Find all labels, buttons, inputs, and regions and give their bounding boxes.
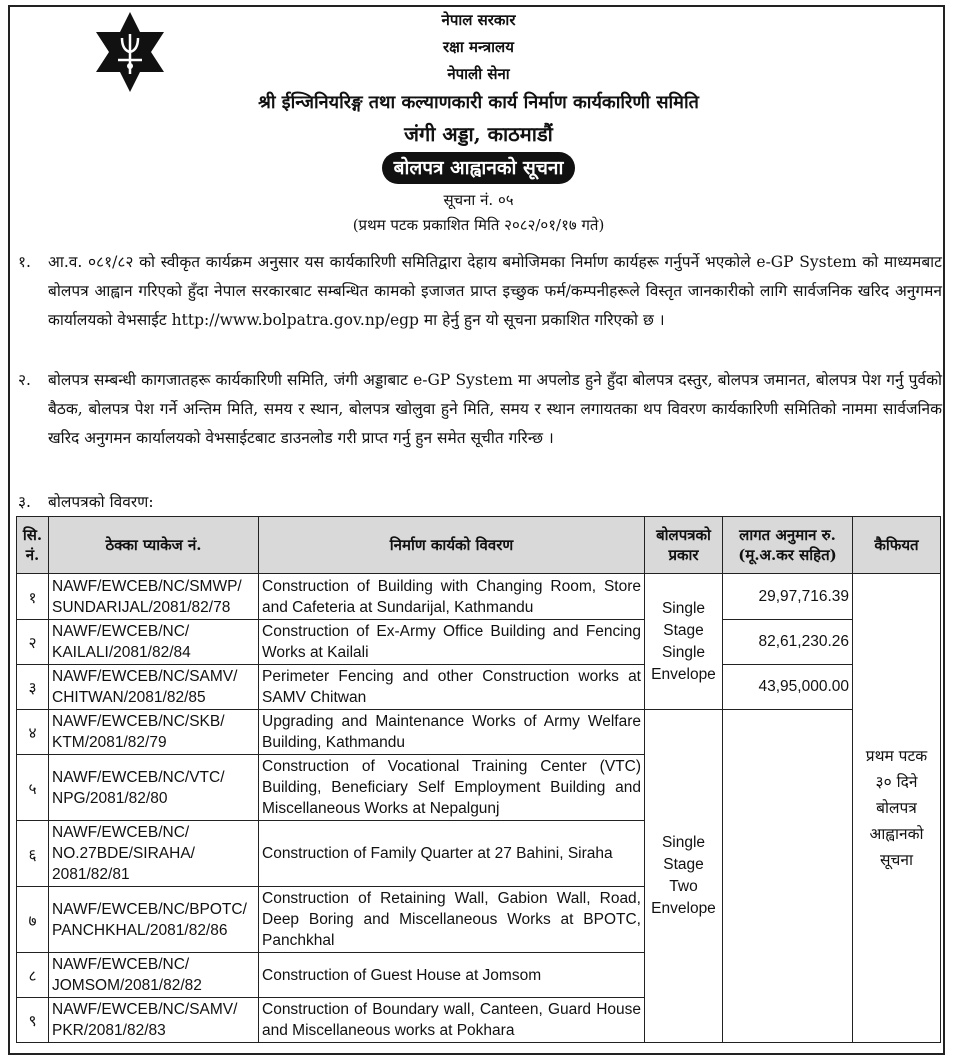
cell-type-group-1: Single Stage Single Envelope bbox=[645, 574, 723, 710]
cell-description: Construction of Boundary wall, Canteen, Guard House and Miscellaneous works at Pokhara bbox=[259, 998, 645, 1043]
cell-package: NAWF/EWCEB/NC/VTC/ NPG/2081/82/80 bbox=[49, 755, 259, 821]
paragraph-number: ३. bbox=[18, 493, 31, 511]
cell-package: NAWF/EWCEB/NC/SMWP/ SUNDARIJAL/2081/82/78 bbox=[49, 574, 259, 620]
header-package: ठेक्का प्याकेज नं. bbox=[49, 517, 259, 574]
cell-cost: 29,97,716.39 bbox=[723, 574, 853, 620]
table-header-row bbox=[17, 517, 941, 574]
cell-description: Upgrading and Maintenance Works of Army Welfare Building, Kathmandu bbox=[259, 710, 645, 755]
paragraph-text: बोलपत्रको विवरण: bbox=[48, 493, 154, 511]
cell-description: Construction of Building with Changing Room, Store and Cafeteria at Sundarijal, Kathmandu bbox=[259, 574, 645, 620]
notice-title: बोलपत्र आह्वानको सूचना bbox=[382, 152, 576, 184]
cell-package: NAWF/EWCEB/NC/SAMV/ CHITWAN/2081/82/85 bbox=[49, 665, 259, 710]
paragraph-3 bbox=[18, 488, 942, 517]
paragraph-number: २. bbox=[18, 371, 31, 389]
cell-sn: ६ bbox=[17, 821, 49, 887]
paragraph-1 bbox=[18, 248, 942, 335]
cell-sn: ८ bbox=[17, 953, 49, 998]
cell-sn: ७ bbox=[17, 887, 49, 953]
cell-sn: ४ bbox=[17, 710, 49, 755]
cell-description: Construction of Retaining Wall, Gabion Wall, Road, Deep Boring and Miscellaneous Works at BPOTC, Panchkhal bbox=[259, 887, 645, 953]
header-line-location: जंगी अड्डा, काठमाडौं bbox=[404, 122, 553, 146]
cell-sn: २ bbox=[17, 620, 49, 665]
cell-package: NAWF/EWCEB/NC/SAMV/ PKR/2081/82/83 bbox=[49, 998, 259, 1043]
cell-sn: ५ bbox=[17, 755, 49, 821]
cell-cost-empty bbox=[723, 710, 853, 1043]
notice-number: सूचना नं. ०५ bbox=[443, 191, 514, 209]
cell-description: Construction of Guest House at Jomsom bbox=[259, 953, 645, 998]
cell-sn: ९ bbox=[17, 998, 49, 1043]
paragraph-text: आ.व. ०८१/८२ को स्वीकृत कार्यक्रम अनुसार यस कार्यकारिणी समितिद्वारा देहाय बमोजिमका निर्माण कार्यहरू गर्नुपर्ने भएकोले e-GP System को माध्यमबाट बोलपत्र आह्वान गरिएको हुँदा नेपाल सरकारबाट सम्बन्धित कामको इजाजत प्राप्त इच्छुक फर्म/कम्पनीहरूले विस्तृत जानकारीको लागि सार्वजनिक खरिद अनुगमन कार्यालयको वेभसाईट http://www.bolpatra.gov.np/egp मा हेर्नु हुन यो सूचना प्रकाशित गरिएको छ । bbox=[48, 253, 942, 329]
cell-package: NAWF/EWCEB/NC/BPOTC/ PANCHKHAL/2081/82/86 bbox=[49, 887, 259, 953]
tender-table bbox=[16, 516, 941, 1043]
publish-date: (प्रथम पटक प्रकाशित मिति २०८२/०१/१७ गते) bbox=[352, 216, 605, 234]
paragraph-2 bbox=[18, 366, 942, 453]
cell-description: Construction of Ex-Army Office Building and Fencing Works at Kailali bbox=[259, 620, 645, 665]
cell-package: NAWF/EWCEB/NC/ NO.27BDE/SIRAHA/ 2081/82/81 bbox=[49, 821, 259, 887]
header-line-army: नेपाली सेना bbox=[447, 65, 510, 83]
table-row bbox=[17, 710, 941, 755]
paragraph-text: बोलपत्र सम्बन्धी कागजातहरू कार्यकारिणी समिति, जंगी अड्डाबाट e-GP System मा अपलोड हुने हुँदा बोलपत्र दस्तुर, बोलपत्र जमानत, बोलपत्र पेश गर्नु पुर्वको बैठक, बोलपत्र पेश गर्ने अन्तिम मिति, समय र स्थान, बोलपत्र खोलुवा हुने मिति, समय र स्थान लगायतका थप विवरण कार्यकारिणी समितिको नाममा सार्वजनिक खरिद अनुगमन कार्यालयको वेभसाईटबाट डाउनलोड गरी प्राप्त गर्नु हुन समेत सूचीत गरिन्छ । bbox=[48, 371, 942, 447]
header-line-ministry: रक्षा मन्त्रालय bbox=[443, 38, 514, 56]
header-cost: लागत अनुमान रु. (मू.अ.कर सहित) bbox=[723, 517, 853, 574]
table-row bbox=[17, 620, 941, 665]
paragraph-number: १. bbox=[18, 253, 31, 271]
table-row bbox=[17, 665, 941, 710]
cell-cost: 82,61,230.26 bbox=[723, 620, 853, 665]
cell-description: Perimeter Fencing and other Construction works at SAMV Chitwan bbox=[259, 665, 645, 710]
header-type: बोलपत्रको प्रकार bbox=[645, 517, 723, 574]
header-remarks: कैफियत bbox=[853, 517, 941, 574]
cell-type-group-2: Single Stage Two Envelope bbox=[645, 710, 723, 1043]
table-row bbox=[17, 574, 941, 620]
header-line-govt: नेपाल सरकार bbox=[441, 11, 516, 29]
cell-description: Construction of Family Quarter at 27 Bahini, Siraha bbox=[259, 821, 645, 887]
cell-sn: १ bbox=[17, 574, 49, 620]
cell-remarks: प्रथम पटक ३० दिने बोलपत्र आह्वानको सूचना bbox=[853, 574, 941, 1043]
header-line-committee: श्री ईन्जिनियरिङ्ग तथा कल्याणकारी कार्य निर्माण कार्यकारिणी समिति bbox=[258, 92, 699, 113]
header-sn: सि. नं. bbox=[17, 517, 49, 574]
cell-package: NAWF/EWCEB/NC/ KAILALI/2081/82/84 bbox=[49, 620, 259, 665]
cell-cost: 43,95,000.00 bbox=[723, 665, 853, 710]
header-description: निर्माण कार्यको विवरण bbox=[259, 517, 645, 574]
cell-package: NAWF/EWCEB/NC/SKB/ KTM/2081/82/79 bbox=[49, 710, 259, 755]
cell-package: NAWF/EWCEB/NC/ JOMSOM/2081/82/82 bbox=[49, 953, 259, 998]
cell-description: Construction of Vocational Training Center (VTC) Building, Beneficiary Self Employment Building and Miscellaneous Works at Nepalgunj bbox=[259, 755, 645, 821]
notice-title-wrap bbox=[0, 152, 957, 184]
cell-sn: ३ bbox=[17, 665, 49, 710]
